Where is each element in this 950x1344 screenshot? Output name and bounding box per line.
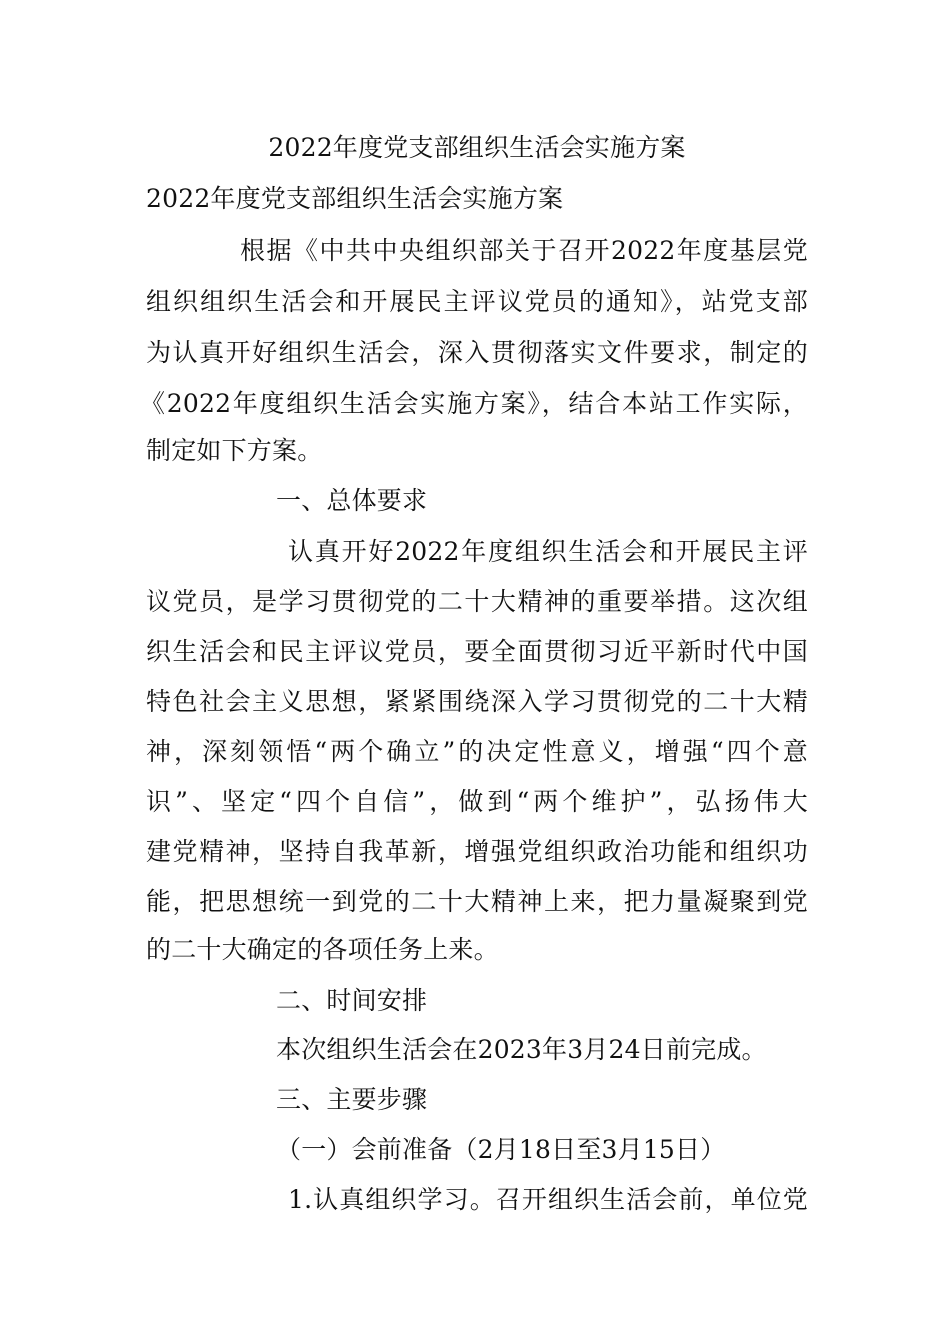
- section2-text: 本次组织生活会在2023年3月24日前完成。: [276, 1035, 767, 1064]
- intro-line-2: 组织组织生活会和开展民主评议党员的通知》，站党支部: [146, 287, 808, 316]
- section1-line-3: 织生活会和民主评议党员，要全面贯彻习近平新时代中国: [146, 637, 808, 666]
- section1-heading: 一、总体要求: [276, 486, 428, 515]
- section2-heading: 二、时间安排: [276, 986, 428, 1015]
- section1-line-5: 神，深刻领悟“两个确立”的决定性意义，增强“四个意: [146, 737, 808, 766]
- section1-line-4: 特色社会主义思想，紧紧围绕深入学习贯彻党的二十大精: [146, 687, 808, 716]
- intro-line-1: 根据《中共中央组织部关于召开2022年度基层党: [240, 236, 808, 265]
- section3-heading: 三、主要步骤: [276, 1085, 428, 1114]
- section1-line-8: 能，把思想统一到党的二十大精神上来，把力量凝聚到党: [146, 887, 808, 916]
- section1-line-9: 的二十大确定的各项任务上来。: [146, 935, 499, 964]
- section1-line-1: 认真开好2022年度组织生活会和开展民主评: [288, 537, 808, 566]
- subsection1-heading: （一）会前准备（2月18日至3月15日）: [276, 1135, 726, 1164]
- section1-line-7: 建党精神，坚持自我革新，增强党组织政治功能和组织功: [146, 837, 808, 866]
- document-subtitle: 2022年度党支部组织生活会实施方案: [146, 184, 564, 213]
- section1-line-6: 识”、坚定“四个自信”，做到“两个维护”，弘扬伟大: [146, 787, 808, 816]
- section1-line-2: 议党员，是学习贯彻党的二十大精神的重要举措。这次组: [146, 587, 808, 616]
- intro-line-4: 《2022年度组织生活会实施方案》，结合本站工作实际，: [140, 389, 808, 418]
- intro-line-3: 为认真开好组织生活会，深入贯彻落实文件要求，制定的: [146, 338, 808, 367]
- item1-text: 1.认真组织学习。召开组织生活会前，单位党: [288, 1185, 808, 1214]
- intro-line-5: 制定如下方案。: [146, 436, 323, 465]
- document-title: 2022年度党支部组织生活会实施方案: [268, 133, 686, 162]
